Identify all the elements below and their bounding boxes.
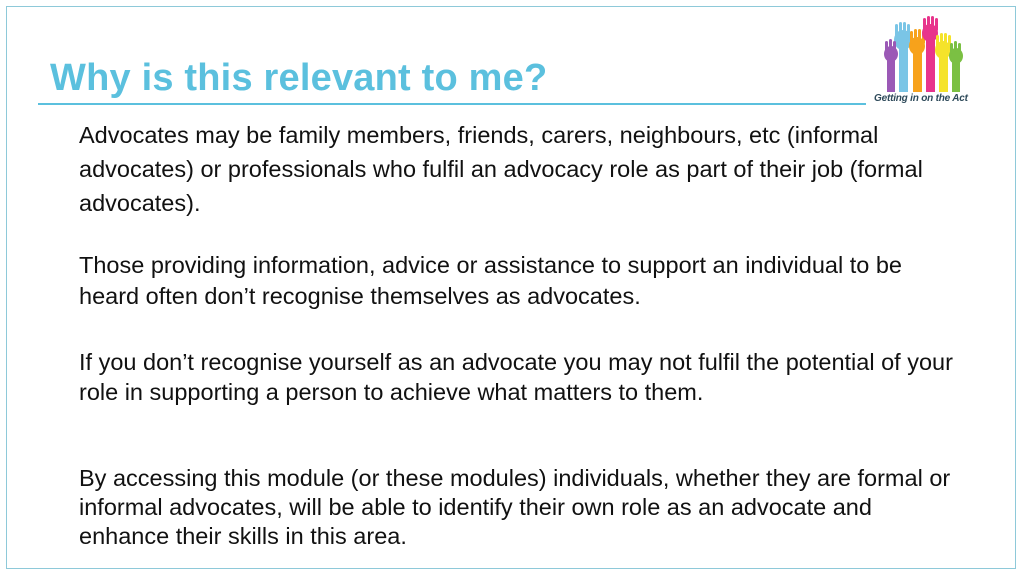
logo-caption: Getting in on the Act: [874, 93, 968, 104]
title-underline: [38, 103, 866, 105]
paragraph-3: If you don’t recognise yourself as an advocate you may not fulfil the potential of your role in supporting a person to achieve what matters to them.: [79, 349, 953, 405]
slide-title: Why is this relevant to me?: [50, 57, 548, 99]
paragraph-4: By accessing this module (or these modules) individuals, whether they are formal or informal advocates, will be able to identify their own role as an advocate and enhance their skills in this area.: [79, 465, 951, 549]
paragraph-2: Those providing information, advice or assistance to support an individual to be heard often don’t recognise themselves as advocates.: [79, 252, 902, 309]
paragraph-1: Advocates may be family members, friends, carers, neighbours, etc (informal advocates) or professionals who fulfil an advocacy role as part of their job (formal advocates).: [79, 122, 923, 216]
